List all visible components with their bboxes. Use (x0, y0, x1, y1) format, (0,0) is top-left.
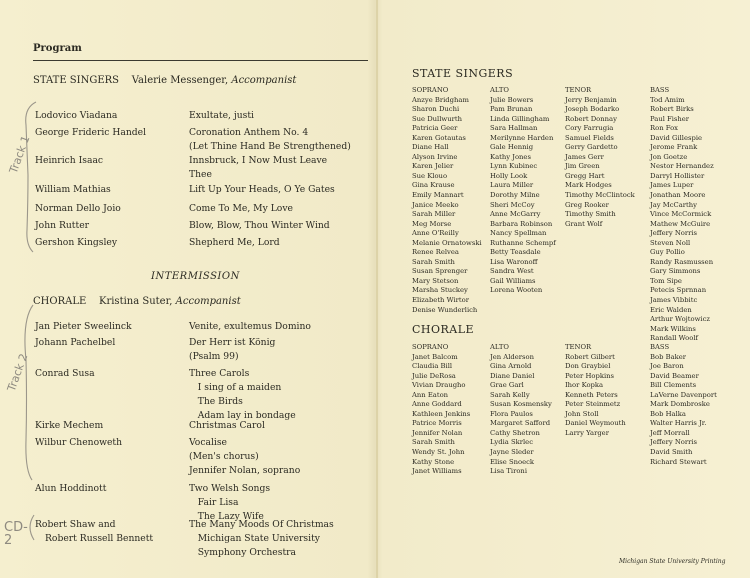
singer-name: Gail Williams (490, 276, 536, 285)
work-title: Thee (189, 169, 212, 180)
voice-column-soprano (412, 86, 482, 315)
work-title: Shepherd Me, Lord (189, 237, 280, 248)
work-title: Innsbruck, I Now Must Leave (189, 155, 328, 166)
work-title: Adam lay in bondage (189, 410, 296, 421)
singer-name: Ann Eaton (412, 390, 449, 399)
singer-name: Elise Snoeck (490, 457, 535, 466)
voice-column-alto (490, 343, 552, 477)
track-2-annotation: Track 2 (4, 351, 31, 394)
heading-rule (33, 60, 368, 61)
singer-name: Linda Gillingham (490, 114, 550, 123)
singer-name: Diane Daniel (490, 371, 535, 380)
singer-name: Mathew McGuire (650, 219, 711, 228)
voice-part-heading: TENOR (565, 86, 592, 94)
singer-name: Jeff Morrall (650, 428, 690, 437)
singer-name: Merilynne Harden (490, 133, 554, 142)
singer-name: Julie DeRosa (412, 371, 456, 380)
program-heading: Program (33, 43, 82, 54)
voice-part-heading: SOPRANO (412, 86, 449, 94)
singer-name: Kathleen Jenkins (412, 409, 471, 418)
voice-part-heading: BASS (650, 343, 670, 351)
voice-part-heading: TENOR (565, 343, 592, 351)
state-singers-accompanist: Valerie Messenger, (131, 75, 229, 86)
singer-name: Dorothy Milne (490, 191, 540, 200)
voice-column-soprano (412, 343, 470, 477)
composer-name: William Mathias (35, 184, 111, 195)
composer-name: Johann Pachelbel (35, 337, 116, 348)
singer-name: Walter Harris Jr. (650, 419, 707, 428)
singer-name: Eric Walden (650, 305, 692, 314)
singer-name: John Stoll (565, 409, 599, 418)
voice-column-tenor (565, 343, 626, 438)
singer-name: Nancy Spellman (490, 229, 547, 238)
singer-name: Randy Rasmussen (650, 257, 714, 266)
work-title: Exultate, justi (189, 110, 254, 121)
singer-name: Jay McCarthy (650, 200, 697, 209)
singer-name: Ron Fox (650, 124, 679, 133)
work-title: Come To Me, My Love (189, 203, 293, 214)
singer-name: Jon Goetze (650, 152, 688, 161)
singer-name: Tod Amim (650, 95, 685, 104)
singer-name: Jerry Benjamin (565, 95, 617, 104)
voice-column-bass (650, 86, 714, 344)
singer-name: Lorena Wooten (490, 286, 543, 295)
composer-name: Robert Russell Bennett (45, 533, 154, 544)
work-title: Der Herr ist König (189, 337, 276, 348)
singer-name: Sarah Smith (412, 257, 455, 266)
singer-name: Sharon Duchi (412, 105, 460, 114)
singer-name: Cory Farrugia (565, 124, 614, 133)
singer-name: Jonathan Moore (650, 191, 706, 200)
state-singers-accompanist-role: Accompanist (231, 75, 297, 86)
singer-name: Bob Halka (650, 409, 686, 418)
singer-name: Karen Gotautas (412, 133, 466, 142)
singer-name: Larry Yarger (565, 428, 609, 437)
singer-name: Mark Dombroske (650, 400, 710, 409)
work-title: The Birds (189, 396, 243, 407)
singer-name: Lydia Skrlec (490, 438, 533, 447)
singer-name: Nestor Hernandez (650, 162, 714, 171)
pencil-brackets (0, 0, 60, 578)
singer-name: Sheri McCoy (490, 200, 535, 209)
composer-name: Jan Pieter Sweelinck (35, 321, 132, 332)
singer-name: Patricia Geer (412, 124, 458, 133)
singer-name: James Luper (650, 181, 694, 190)
intermission-label: INTERMISSION (151, 271, 240, 282)
singer-name: Richard Stewart (650, 457, 707, 466)
state-singers-label: STATE SINGERS (33, 75, 120, 86)
singer-name: Sandra West (490, 267, 534, 276)
singer-name: Susan Kosmensky (490, 400, 552, 409)
singer-name: Kathy Stone (412, 457, 455, 466)
composer-name: Alun Hoddinott (35, 483, 107, 494)
singer-name: Gregg Hart (565, 171, 605, 180)
singer-name: Susan Sprenger (412, 267, 468, 276)
work-title: Coronation Anthem No. 4 (189, 127, 309, 138)
singer-name: Joe Baron (650, 362, 684, 371)
singer-name: Petecis Sprnnan (650, 286, 707, 295)
singer-name: Vince McCormick (650, 210, 712, 219)
singer-name: Diane Hall (412, 143, 449, 152)
work-title: Christmas Carol (189, 420, 265, 431)
singer-name: Peter Hopkins (565, 371, 614, 380)
singer-name: Grant Wolf (565, 219, 603, 228)
singer-name: Patrice Morris (412, 419, 462, 428)
singer-name: Lisa Waronoff (490, 257, 538, 266)
singer-name: Meg Morse (412, 219, 452, 228)
singer-name: Betty Teasdale (490, 248, 541, 257)
work-title: (Men's chorus) (189, 451, 259, 462)
singer-name: Flora Paulos (490, 409, 533, 418)
singer-name: Gerry Gardetto (565, 143, 618, 152)
singer-name: Pam Brunan (490, 105, 533, 114)
singer-name: Holly Look (490, 171, 528, 180)
voice-part-heading: SOPRANO (412, 343, 449, 351)
singer-name: David Beamer (650, 371, 699, 380)
singer-name: Darryl Hollister (650, 171, 705, 180)
singer-name: James Vibbitc (650, 296, 698, 305)
singer-name: Janet Balcom (412, 352, 458, 361)
composer-name: George Frideric Handel (35, 127, 147, 138)
singer-name: Margaret Safford (490, 419, 551, 428)
work-title: Symphony Orchestra (189, 547, 297, 558)
singer-name: Steven Noll (650, 238, 691, 247)
cd-2-annotation: CD-2 (4, 520, 28, 548)
work-title: Michigan State University (189, 533, 320, 544)
singer-name: Melanie Ornatowski (412, 238, 482, 247)
work-title: Fair Lisa (189, 497, 239, 508)
chorale-line (33, 296, 241, 307)
singer-name: Anne O'Reilly (412, 229, 459, 238)
singer-name: James Gerr (565, 152, 604, 161)
composer-name: Conrad Susa (35, 368, 95, 379)
singer-name: Barbara Robinson (490, 219, 553, 228)
work-title: The Many Moods Of Christmas (189, 519, 334, 530)
singer-name: Robert Birks (650, 105, 694, 114)
singer-name: Jen Alderson (490, 352, 534, 361)
singer-name: Jennifer Nolan (412, 428, 463, 437)
singer-name: Timothy Smith (565, 210, 616, 219)
work-title: I sing of a maiden (189, 382, 282, 393)
singer-name: Claudia Bill (412, 362, 453, 371)
singer-name: Anne Goddard (412, 400, 462, 409)
work-title: (Psalm 99) (189, 351, 239, 362)
state-singers-line (33, 75, 296, 86)
voice-part-heading: ALTO (490, 343, 509, 351)
singer-name: Kathy Jones (490, 152, 531, 161)
composer-name: Heinrich Isaac (35, 155, 104, 166)
work-title: Three Carols (189, 368, 250, 379)
composer-name: Norman Dello Joio (35, 203, 121, 214)
singer-name: Anne McGarry (490, 210, 541, 219)
singer-name: Mark Wilkins (650, 324, 696, 333)
singer-name: Robert Donnay (565, 114, 617, 123)
work-title: Jennifer Nolan, soprano (189, 465, 301, 476)
singer-name: Jayne Sleder (490, 448, 534, 457)
work-title: Venite, exultemus Domino (189, 321, 311, 332)
singer-name: Jeffery Norris (650, 229, 698, 238)
work-title: (Let Thine Hand Be Strengthened) (189, 141, 351, 152)
singer-name: Sarah Smith (412, 438, 455, 447)
composer-name: John Rutter (35, 220, 90, 231)
voice-part-heading: ALTO (490, 86, 509, 94)
roster-chorale-title: CHORALE (412, 323, 475, 336)
voice-column-bass (650, 343, 717, 467)
composer-name: Gershon Kingsley (35, 237, 118, 248)
chorale-label: CHORALE (33, 296, 87, 307)
singer-name: Greg Rooker (565, 200, 609, 209)
printer-credit: Michigan State University Printing (619, 558, 726, 565)
voice-column-alto (490, 86, 556, 296)
chorale-accompanist: Kristina Suter, (98, 296, 173, 307)
chorale-accompanist-role: Accompanist (175, 296, 241, 307)
singer-name: Wendy St. John (412, 448, 465, 457)
singer-name: Cathy Shetron (490, 428, 540, 437)
singer-name: Jerome Frank (650, 143, 698, 152)
singer-name: Peter Steinmetz (565, 400, 621, 409)
work-title: Lift Up Your Heads, O Ye Gates (189, 184, 335, 195)
singer-name: Denise Wunderlich (412, 305, 478, 314)
singer-name: Alyson Irvine (412, 152, 458, 161)
singer-name: Sue Klouo (412, 171, 448, 180)
singer-name: Samuel Fields (565, 133, 614, 142)
singer-name: Elizabeth Wirtor (412, 296, 469, 305)
singer-name: Gale Hennig (490, 143, 534, 152)
singer-name: Guy Pollio (650, 248, 685, 257)
singer-name: Randall Woolf (650, 334, 699, 343)
singer-name: Laura Miller (490, 181, 534, 190)
singer-name: Ruthanne Schempf (490, 238, 556, 247)
roster-state-singers-title: STATE SINGERS (412, 67, 514, 80)
composer-name: Kirke Mechem (35, 420, 104, 431)
singer-name: Lisa Tironi (490, 467, 527, 476)
singer-name: Anzye Bridgham (412, 95, 469, 104)
work-title: The Lazy Wife (189, 511, 264, 522)
singer-name: Jeffery Norris (650, 438, 698, 447)
singer-name: Bob Baker (650, 352, 687, 361)
singer-name: Sarah Kelly (490, 390, 530, 399)
singer-name: Emily Mannart (412, 191, 464, 200)
composer-name: Wilbur Chenoweth (35, 437, 123, 448)
page-fold (376, 0, 378, 578)
track-1-annotation: Track 1 (6, 133, 33, 176)
singer-name: Sara Hallman (490, 124, 538, 133)
singer-name: Sue Dullwurth (412, 114, 462, 123)
singer-name: Renee Relvea (412, 248, 459, 257)
singer-name: David Gillespie (650, 133, 703, 142)
singer-name: Janet Williams (412, 467, 462, 476)
voice-part-heading: BASS (650, 86, 670, 94)
singer-name: Vivian Draugho (412, 381, 466, 390)
singer-name: Gary Simmons (650, 267, 701, 276)
singer-name: David Smith (650, 448, 693, 457)
singer-name: Gina Arnold (490, 362, 532, 371)
singer-name: Arthur Wojtowicz (650, 315, 710, 324)
work-title: Blow, Blow, Thou Winter Wind (189, 220, 330, 231)
singer-name: Gina Krause (412, 181, 455, 190)
singer-name: Timothy McClintock (565, 191, 635, 200)
singer-name: Sarah Miller (412, 210, 456, 219)
singer-name: Joseph Bodarko (565, 105, 620, 114)
singer-name: Robert Gilbert (565, 352, 615, 361)
singer-name: Lynn Kubinec (490, 162, 538, 171)
singer-name: LaVerne Davenport (650, 390, 717, 399)
singer-name: Tom Sipe (650, 276, 682, 285)
work-title: Vocalise (189, 437, 227, 448)
singer-name: Karen Jelier (412, 162, 454, 171)
singer-name: Marsha Stuckey (412, 286, 468, 295)
singer-name: Janice Meeko (412, 200, 459, 209)
singer-name: Grae Garl (490, 381, 524, 390)
composer-name: Robert Shaw and (35, 519, 116, 530)
singer-name: Mary Stetson (412, 276, 459, 285)
singer-name: Don Graybiel (565, 362, 611, 371)
voice-column-tenor (565, 86, 635, 229)
singer-name: Kenneth Peters (565, 390, 618, 399)
singer-name: Daniel Weymouth (565, 419, 626, 428)
singer-name: Mark Hodges (565, 181, 612, 190)
composer-name: Lodovico Viadana (35, 110, 118, 121)
singer-name: Bill Clements (650, 381, 697, 390)
singer-name: Paul Fisher (650, 114, 690, 123)
singer-name: Ihor Kopka (565, 381, 604, 390)
singer-name: Jim Green (565, 162, 600, 171)
work-title: Two Welsh Songs (189, 483, 271, 494)
singer-name: Julie Bowers (490, 95, 534, 104)
